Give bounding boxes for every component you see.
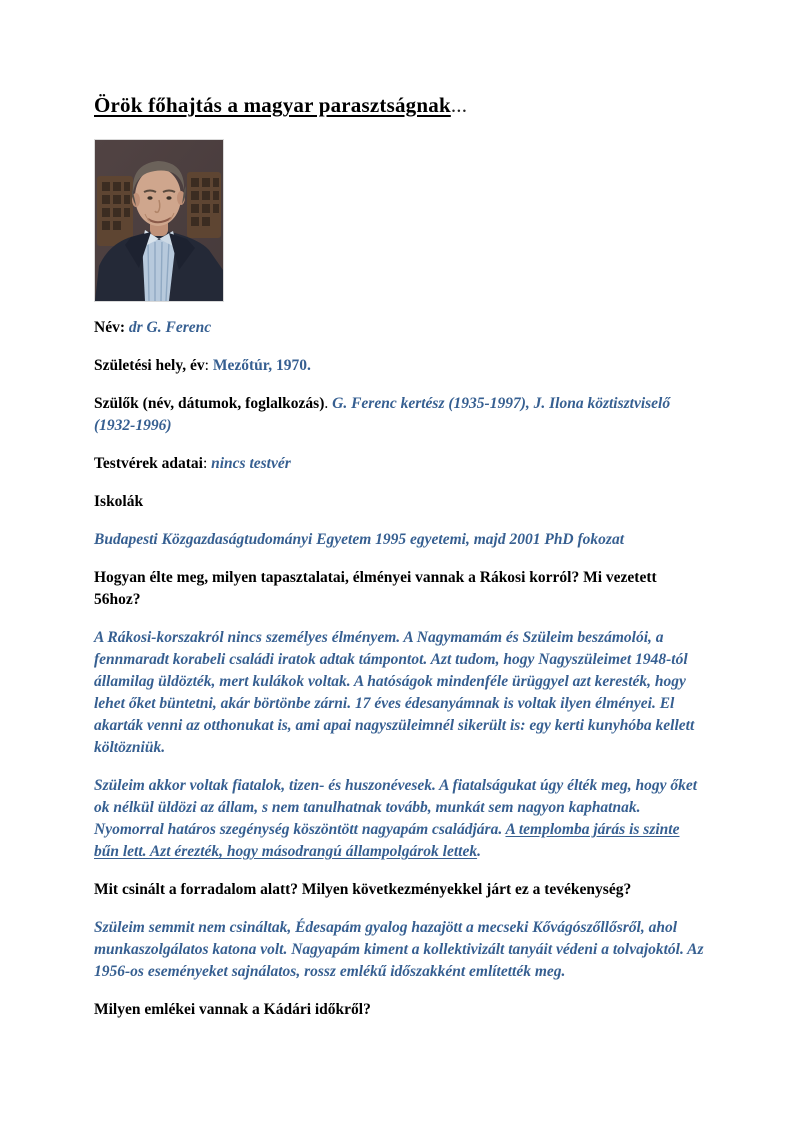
field-parents-label: Szülők (név, dátumok, foglalkozás) <box>94 395 325 412</box>
field-siblings-separator: : <box>202 455 208 472</box>
schools-heading <box>94 491 707 513</box>
schools-heading-label: Iskolák <box>94 493 144 510</box>
photo-chair-right <box>187 172 221 238</box>
question-rakosi: Hogyan élte meg, milyen tapasztalatai, élményei vannak a Rákosi korról? Mi vezetett 56hoz? <box>94 569 657 608</box>
answer-rakosi-paragraph-1: A Rákosi-korszakról nincs személyes élményem. A Nagymamám és Szüleim beszámolói, a fennmaradt korabeli családi iratok adtak támpontot. Azt tudom, hogy Nagyszüleimet 1948-tól államilag üldözték, mert kulákok voltak. A hatóságok mindenféle ürüggyel azt keresték, hogy lehet őket büntetni, akár börtönbe zárni. 17 éves édesanyámnak is voltak ilyen élményei. El akarták venni az otthonukat is, ami apai nagyszüleimnél sikerült is: egy kerti kunyhóba kellett költözniük. <box>94 629 695 756</box>
field-parents-value: G. Ferenc kertész (1935-1997), J. Ilona köztisztviselő (1932-1996) <box>94 395 671 434</box>
portrait-photo-image <box>95 140 223 301</box>
question-revolution: Mit csinált a forradalom alatt? Milyen következményekkel járt ez a tevékenység? <box>94 881 632 898</box>
field-parents <box>94 393 707 437</box>
field-birth-value: Mezőtúr, 1970. <box>212 357 311 374</box>
answer-rakosi-paragraph-2 <box>94 775 707 863</box>
answer-rakosi-paragraph-2-period: . <box>477 843 481 860</box>
question-kadar: Milyen emlékei vannak a Kádári időkről? <box>94 1001 371 1018</box>
field-parents-separator: . <box>324 395 329 412</box>
answer-revolution: Szüleim semmit nem csináltak, Édesapám gyalog hazajött a mecseki Kővágószőllősről, ahol munkaszolgálatos katona volt. Nagyapám kiment a kollektivizált tanyáit védeni a tolvajoktól. Az 1956-os eseményeket sajnálatos, rossz emlékű időszakként említették meg. <box>94 919 704 980</box>
field-birth-label: Születési hely, év <box>94 357 205 374</box>
answer-rakosi-paragraph-2-underlined: A templomba járás is szinte bűn lett. Azt érezték, hogy másodrangú állampolgárok lettek <box>94 821 680 860</box>
document-title-ellipsis: ... <box>450 93 468 117</box>
schools-value-text: Budapesti Közgazdaságtudományi Egyetem 1995 egyetemi, majd 2001 PhD fokozat <box>94 531 625 548</box>
field-name-value: dr G. Ferenc <box>128 319 212 336</box>
schools-value <box>94 529 707 551</box>
answer-rakosi-paragraph-2-text: Szüleim akkor voltak fiatalok, tizen- és huszonévesek. A fiatalságukat úgy élték meg, hogy őket ok nélkül üldözi az állam, s nem tanulhatnak tovább, munkát sem nagyon kaphatnak. Nyomorral határos szegénység köszöntött nagyapám családjára. <box>94 777 698 838</box>
field-siblings-value: nincs testvér <box>211 455 291 472</box>
document-title-text: Örök főhajtás a magyar parasztságnak <box>94 93 451 117</box>
portrait-photo <box>94 139 224 302</box>
photo-chair-left <box>97 176 133 246</box>
field-name <box>94 317 707 339</box>
field-siblings <box>94 453 707 475</box>
field-birth <box>94 355 707 377</box>
field-name-label: Név: <box>94 319 125 336</box>
field-siblings-label: Testvérek adatai <box>94 455 203 472</box>
field-birth-separator: : <box>204 357 209 374</box>
document-title <box>94 92 707 119</box>
